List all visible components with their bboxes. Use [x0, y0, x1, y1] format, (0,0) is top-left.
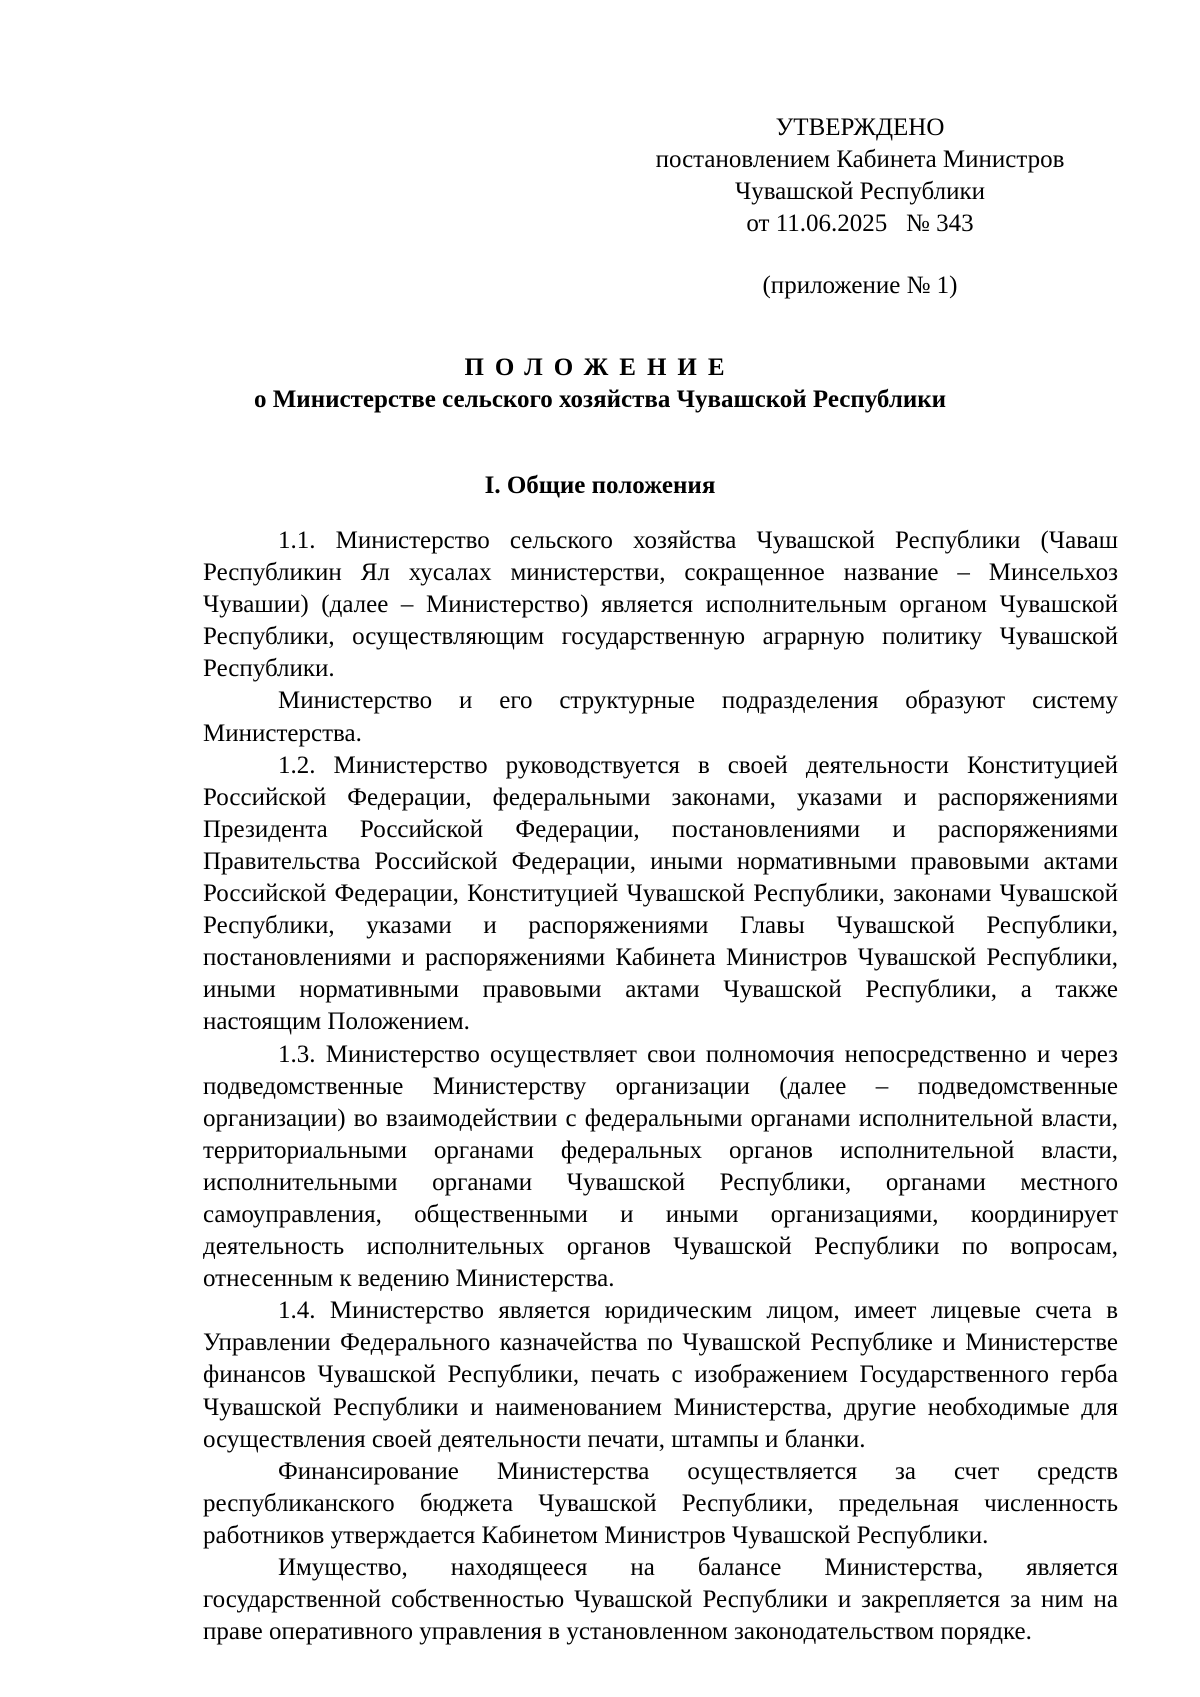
- paragraph-system: Министерство и его структурные подразделения образуют систему Министерства.: [203, 687, 1118, 747]
- section-body: [203, 525, 1118, 1648]
- appendix-number: (приложение № 1): [762, 272, 958, 299]
- section-heading: I. Общие положения: [484, 472, 716, 499]
- paragraph-1-2: 1.2. Министерство руководствуется в своей деятельности Конституцией Российской Федерации, федеральными законами, указами и распоряжениями Президента Российской Федерации, постановлениями и распоряжениями Правительства Российской Федерации, иными нормативными правовыми актами Российской Федерации, Конституцией Чувашской Республики, законами Чувашской Республики, указами и распоряжениями Главы Чувашской Республики, постановлениями и распоряжениями Кабинета Министров Чувашской Республики, иными нормативными правовыми актами Чувашской Республики, а также настоящим Положением.: [203, 751, 1118, 1036]
- document-title: ПОЛОЖЕНИЕ: [464, 354, 736, 381]
- document-subtitle: о Министерстве сельского хозяйства Чувашской Республики: [253, 386, 947, 413]
- paragraph-1-3: 1.3. Министерство осуществляет свои полномочия непосредственно и через подведомственные Министерству организации (далее – подведомственные организации) во взаимодействии с федеральными органами исполнительной власти, территориальными органами федеральных органов исполнительной власти, исполнительными органами Чувашской Республики, органами местного самоуправления, общественными и иными организациями, координирует деятельность исполнительных органов Чувашской Республики по вопросам, отнесенным к ведению Министерства.: [203, 1040, 1118, 1293]
- approval-authority: постановлением Кабинета Министров: [655, 146, 1065, 173]
- approval-stamp: [620, 112, 1100, 302]
- paragraph-1-1: 1.1. Министерство сельского хозяйства Чувашской Республики (Чаваш Республикин Ял хусалах министерстви, сокращенное название – Минсельхоз Чувашии) (далее – Министерство) является исполнительным органом Чувашской Республики, осуществляющим государственную аграрную политику Чувашской Республики.: [203, 527, 1118, 683]
- paragraph-property: Имущество, находящееся на балансе Министерства, является государственной собственностью Чувашской Республики и закрепляется за ним на праве оперативного управления в установленном законодательством порядке.: [203, 1554, 1118, 1646]
- paragraph-1-4: 1.4. Министерство является юридическим лицом, имеет лицевые счета в Управлении Федерального казначейства по Чувашской Республике и Министерстве финансов Чувашской Республики, печать с изображением Государственного герба Чувашской Республики и наименованием Министерства, другие необходимые для осуществления своей деятельности печати, штампы и бланки.: [203, 1297, 1118, 1453]
- approval-date-number: от 11.06.2025 № 343: [746, 210, 974, 237]
- approval-region: Чувашской Республики: [734, 178, 986, 205]
- approval-status: УТВЕРЖДЕНО: [775, 114, 945, 141]
- paragraph-financing: Финансирование Министерства осуществляется за счет средств республиканского бюджета Чувашской Республики, предельная численность работников утверждается Кабинетом Министров Чувашской Республики.: [203, 1457, 1118, 1549]
